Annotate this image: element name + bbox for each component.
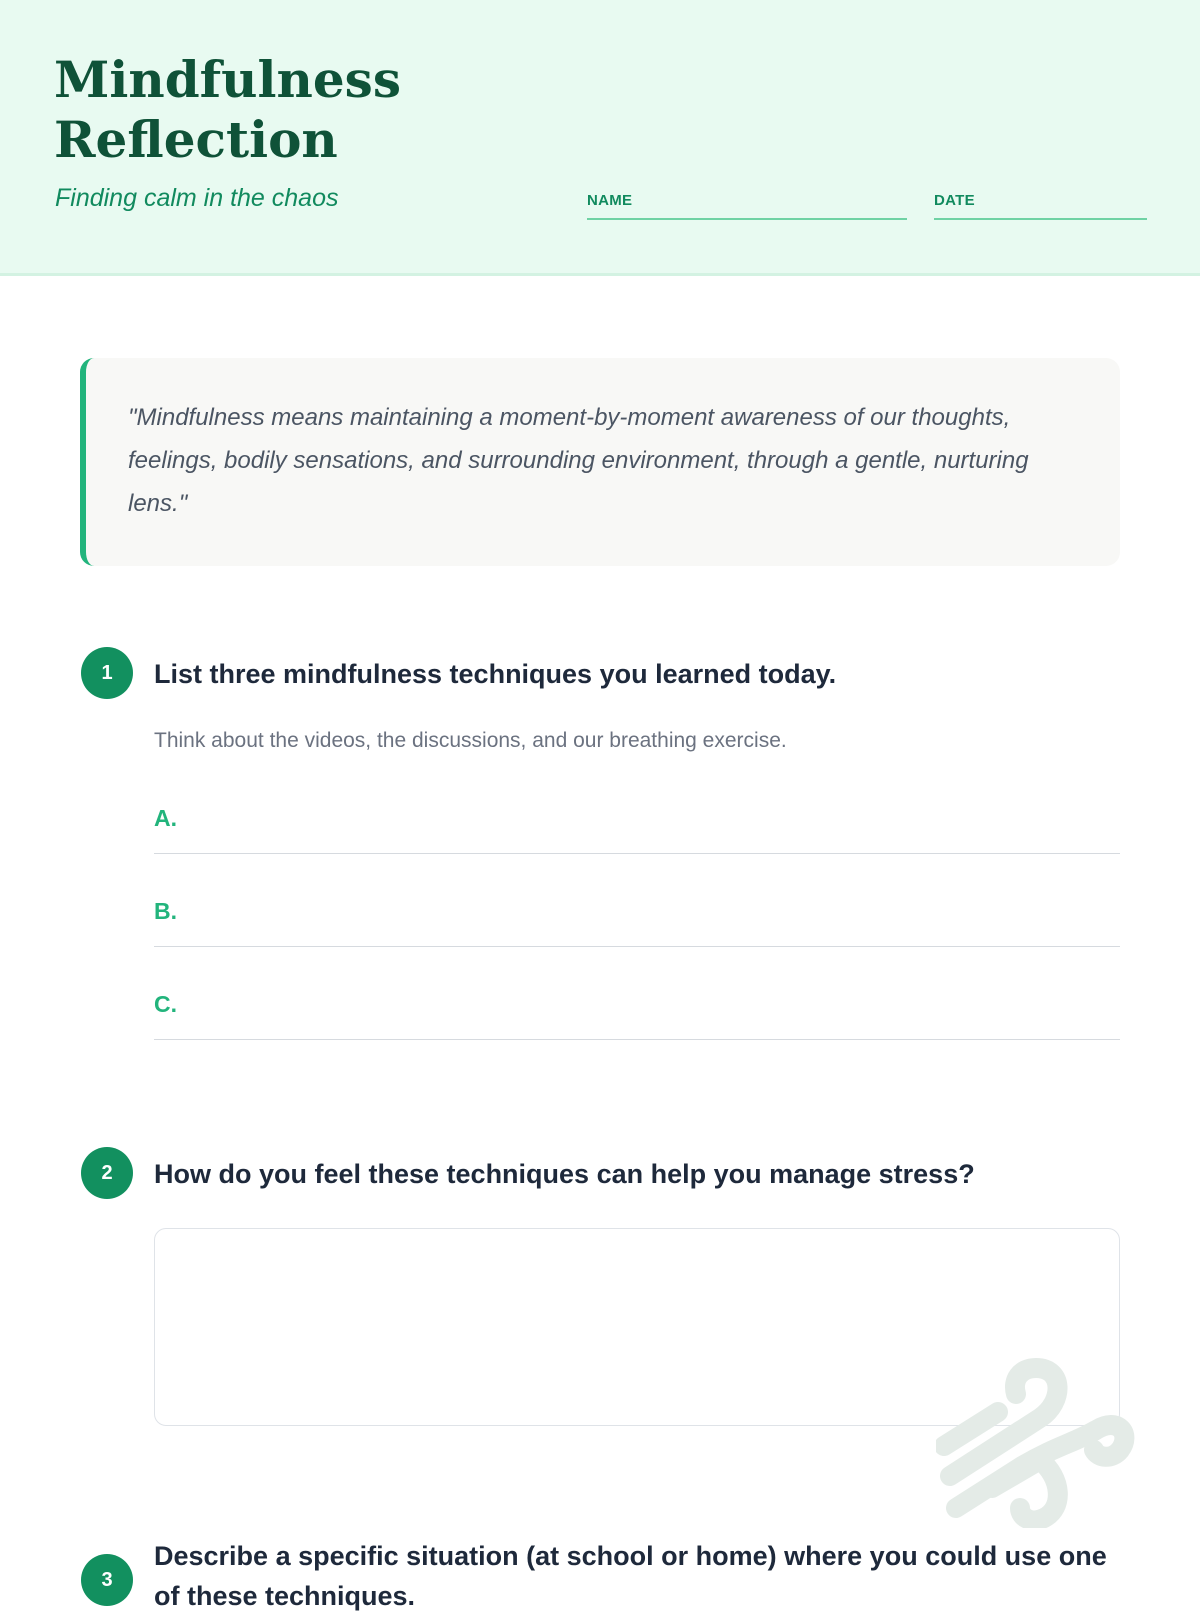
- question-3-text: Describe a specific situation (at school or home) where you could use one of these techniques.: [154, 1541, 1107, 1611]
- question-3-badge: 3: [81, 1554, 133, 1606]
- answer-line-c[interactable]: [154, 991, 1120, 1040]
- question-2-text: How do you feel these techniques can help you manage stress?: [154, 1159, 975, 1189]
- question-2-badge: 2: [81, 1147, 133, 1199]
- answer-letter-c: C.: [154, 991, 177, 1017]
- date-label: DATE: [934, 192, 975, 209]
- answer-line-b[interactable]: [154, 898, 1120, 947]
- question-1-hint: Think about the videos, the discussions, and our breathing exercise.: [154, 729, 787, 752]
- page-title: Mindfulness Reflection: [54, 50, 401, 169]
- page-subtitle: Finding calm in the chaos: [55, 184, 339, 212]
- name-label: NAME: [587, 192, 633, 209]
- quote-text: "Mindfulness means maintaining a moment-by-moment awareness of our thoughts, feelings, bodily sensations, and surrounding environment, through a gentle, nurturing lens.": [128, 404, 1029, 517]
- answer-line-a[interactable]: [154, 805, 1120, 854]
- answer-letter-a: A.: [154, 805, 177, 831]
- question-1-badge: 1: [81, 647, 133, 699]
- header: [0, 0, 1200, 276]
- name-field[interactable]: [587, 192, 907, 220]
- question-1-text: List three mindfulness techniques you learned today.: [154, 659, 837, 689]
- quote-card: [80, 358, 1120, 566]
- answer-letter-b: B.: [154, 898, 177, 924]
- date-field[interactable]: [934, 192, 1147, 220]
- wind-icon: [936, 1358, 1142, 1528]
